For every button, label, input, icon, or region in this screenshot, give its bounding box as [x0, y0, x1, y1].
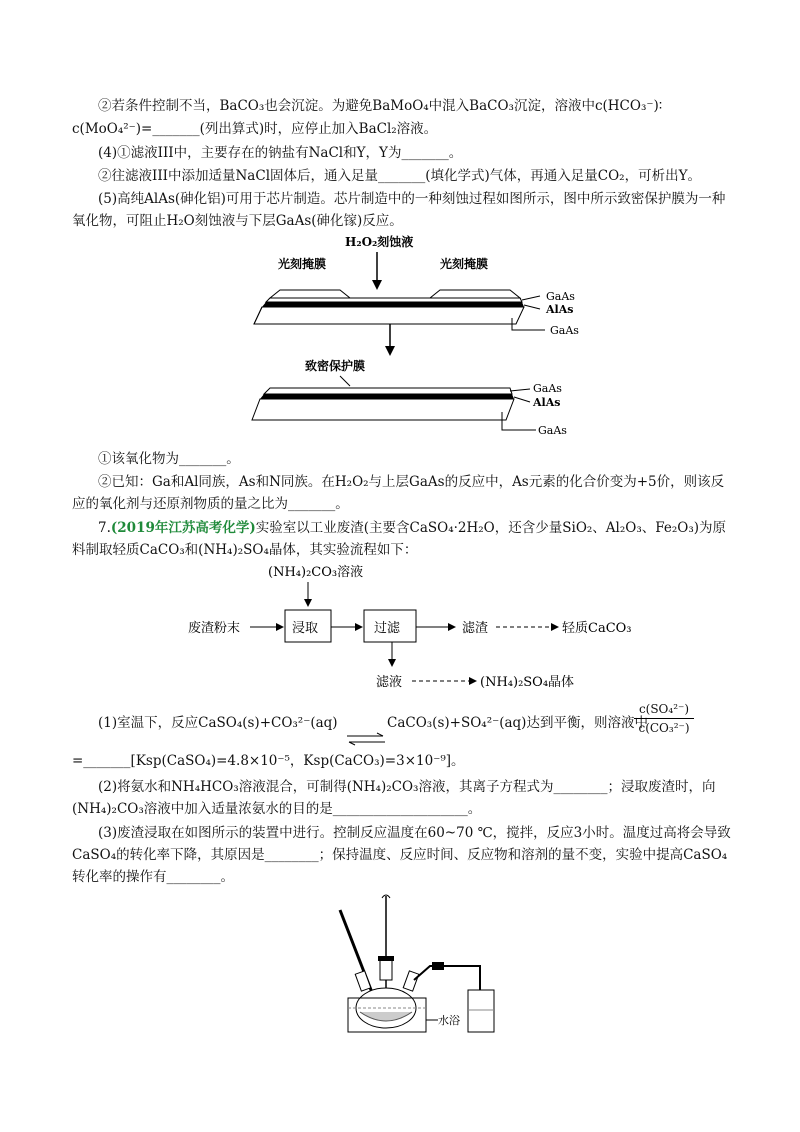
mask-right-label: 光刻掩膜 — [440, 257, 489, 271]
q7-fraction — [634, 702, 694, 735]
substrate-gaas — [254, 307, 524, 324]
b-substrate — [252, 399, 514, 420]
flow-step1: 浸取 — [292, 621, 319, 636]
frac-numerator: c(SO₄²⁻) — [634, 702, 694, 719]
q6-p6: ②已知：Ga和Al同族，As和N同族。在H₂O₂与上层GaAs的反应中，As元素的化合价变为+5价，则该反应的氧化剂与还原剂物质的量之比为_______。 — [72, 474, 725, 512]
layer1-label: GaAs — [546, 290, 575, 303]
etching-diagram — [240, 232, 600, 447]
q7-number: 7. — [98, 520, 111, 536]
flow-filtrate: 滤液 — [376, 675, 403, 690]
q7-intro-text: 实验室以工业废渣(主要含CaSO₄·2H₂O，还含少量SiO₂、Al₂O₃、Fe₂O₃)为原料制取轻质CaCO₃和(NH₄)₂SO₄晶体，其实验流程如下： — [72, 520, 727, 558]
q7-q1-tail: =_______[Ksp(CaSO₄)=4.8×10⁻⁵，Ksp(CaCO₃)=3×10⁻⁹]。 — [72, 753, 465, 769]
layer3-label: GaAs — [550, 324, 579, 337]
b-layer3-label: GaAs — [538, 424, 567, 437]
b-top-layer — [264, 388, 512, 394]
q6-p4: (5)高纯AlAs(砷化铝)可用于芯片制造。芯片制造中的一种刻蚀过程如图所示，图中所示致密保护膜为一种氧化物，可阻止H₂O刻蚀液与下层GaAs(砷化镓)反应。 — [72, 191, 726, 229]
b-layer2-label: AlAs — [533, 396, 561, 409]
q7-q2: (2)将氨水和NH₄HCO₃溶液混合，可制得(NH₄)₂CO₃溶液，其离子方程式为________；浸取废渣时，向(NH₄)₂CO₃溶液中加入适量浓氨水的目的是____________________。 — [72, 779, 716, 817]
absorber-beaker — [468, 990, 494, 1032]
flow-step2: 过滤 — [374, 621, 401, 636]
layer2-label: AlAs — [546, 303, 574, 316]
b-alas-layer — [260, 394, 514, 399]
b-layer1-label: GaAs — [533, 382, 562, 395]
top-gaas-layer — [266, 298, 522, 302]
mask-right — [430, 290, 520, 298]
alas-layer — [262, 302, 524, 307]
apparatus-diagram — [320, 890, 510, 1045]
q6-p1b: c(MoO₄²⁻)=_______(列出算式)时，应停止加入BaCl₂溶液。 — [72, 121, 438, 137]
frac-denominator: c(CO₃²⁻) — [638, 721, 690, 735]
q6-p1: ②若条件控制不当，BaCO₃也会沉淀。为避免BaMoO₄中混入BaCO₃沉淀，溶液中c(HCO₃⁻)∶ — [98, 98, 663, 114]
flow-chart — [180, 560, 660, 695]
q7-q1-a: (1)室温下，反应CaSO₄(s)+CO₃²⁻(aq) — [98, 715, 338, 731]
mask-left-label: 光刻掩膜 — [278, 257, 327, 271]
flow-residue: 滤渣 — [462, 621, 489, 636]
mask-left — [270, 290, 350, 298]
bath-label: 水浴 — [438, 1014, 460, 1027]
equilibrium-arrows — [345, 732, 387, 746]
protective-label: 致密保护膜 — [305, 359, 366, 373]
flow-input: 废渣粉末 — [188, 621, 241, 636]
flow-reagent: (NH₄)₂CO₃溶液 — [268, 565, 364, 580]
q7-source: (2019年江苏高考化学) — [110, 520, 256, 536]
q6-p2: (4)①滤液III中，主要存在的钠盐有NaCl和Y，Y为_______。 — [98, 145, 463, 161]
q6-p3: ②往滤液III中添加适量NaCl固体后，通入足量_______(填化学式)气体，再通入足量CO₂，可析出Y。 — [98, 168, 702, 184]
etchant-label: H₂O₂刻蚀液 — [345, 235, 414, 249]
q7-intro — [72, 517, 732, 561]
q7-q3: (3)废渣浸取在如图所示的装置中进行。控制反应温度在60~70 ℃，搅拌，反应3小时。温度过高将会导致CaSO₄的转化率下降，其原因是________；保持温度、反应时间、反应物和溶剂的量不变，实验中提高CaSO₄转化率的操作有________。 — [72, 825, 731, 885]
q6-p5: ①该氧化物为_______。 — [98, 451, 240, 467]
q7-q1-b: CaCO₃(s)+SO₄²⁻(aq)达到平衡，则溶液中 — [387, 715, 648, 731]
flow-product1: 轻质CaCO₃ — [562, 621, 632, 636]
flow-product2: (NH₄)₂SO₄晶体 — [480, 675, 575, 690]
